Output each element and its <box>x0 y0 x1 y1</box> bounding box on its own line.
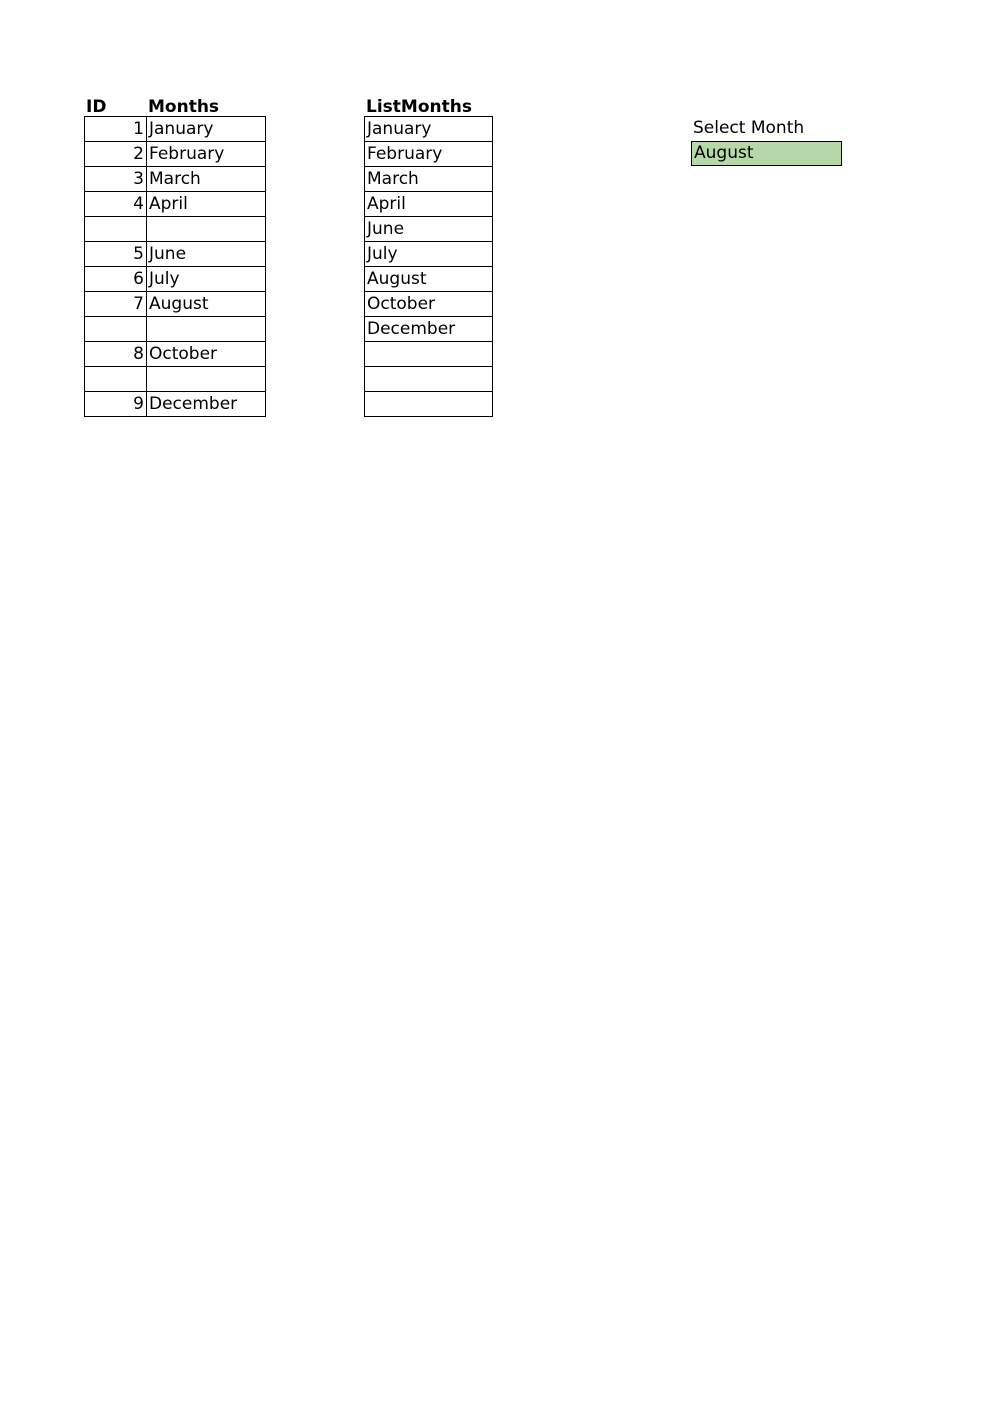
cell-listmonth[interactable] <box>365 392 493 417</box>
cell-month[interactable]: January <box>147 117 266 142</box>
list-item[interactable] <box>365 317 493 342</box>
list-item[interactable] <box>365 292 493 317</box>
cell-listmonth[interactable]: June <box>365 217 493 242</box>
cell-month[interactable]: December <box>147 392 266 417</box>
cell-month[interactable] <box>147 317 266 342</box>
list-item[interactable] <box>365 242 493 267</box>
cell-listmonth[interactable]: August <box>365 267 493 292</box>
list-item[interactable] <box>365 192 493 217</box>
column-header-listmonths: ListMonths <box>366 97 472 117</box>
column-header-id: ID <box>86 97 107 117</box>
list-months-table-header-row <box>364 90 493 116</box>
table-row[interactable] <box>85 342 266 367</box>
list-item[interactable] <box>365 342 493 367</box>
list-months-table <box>364 90 493 417</box>
cell-id[interactable]: 8 <box>85 342 147 367</box>
cell-listmonth[interactable]: April <box>365 192 493 217</box>
list-item[interactable] <box>365 367 493 392</box>
cell-month[interactable]: August <box>147 292 266 317</box>
table-row[interactable] <box>85 267 266 292</box>
cell-id[interactable] <box>85 317 147 342</box>
list-item[interactable] <box>365 267 493 292</box>
list-item[interactable] <box>365 142 493 167</box>
table-row[interactable] <box>85 117 266 142</box>
cell-month[interactable] <box>147 217 266 242</box>
months-table-header-row <box>84 90 266 116</box>
cell-id[interactable]: 5 <box>85 242 147 267</box>
list-item[interactable] <box>365 217 493 242</box>
column-header-months: Months <box>148 97 220 117</box>
cell-month[interactable] <box>147 367 266 392</box>
list-item[interactable] <box>365 392 493 417</box>
cell-listmonth[interactable] <box>365 342 493 367</box>
cell-listmonth[interactable]: July <box>365 242 493 267</box>
table-row[interactable] <box>85 192 266 217</box>
cell-id[interactable]: 3 <box>85 167 147 192</box>
month-selector <box>691 116 842 166</box>
cell-listmonth[interactable]: October <box>365 292 493 317</box>
months-table <box>84 90 266 417</box>
cell-listmonth[interactable]: February <box>365 142 493 167</box>
list-item[interactable] <box>365 117 493 142</box>
cell-id[interactable]: 1 <box>85 117 147 142</box>
cell-listmonth[interactable] <box>365 367 493 392</box>
cell-month[interactable]: June <box>147 242 266 267</box>
table-row[interactable] <box>85 217 266 242</box>
cell-id[interactable]: 4 <box>85 192 147 217</box>
list-item[interactable] <box>365 167 493 192</box>
cell-listmonth[interactable]: March <box>365 167 493 192</box>
cell-id[interactable] <box>85 367 147 392</box>
cell-month[interactable]: March <box>147 167 266 192</box>
cell-month[interactable]: July <box>147 267 266 292</box>
table-row[interactable] <box>85 142 266 167</box>
table-row[interactable] <box>85 242 266 267</box>
cell-month[interactable]: April <box>147 192 266 217</box>
cell-id[interactable]: 6 <box>85 267 147 292</box>
table-row[interactable] <box>85 367 266 392</box>
cell-month[interactable]: February <box>147 142 266 167</box>
table-row[interactable] <box>85 167 266 192</box>
table-row[interactable] <box>85 317 266 342</box>
months-table-body <box>84 116 266 417</box>
table-row[interactable] <box>85 392 266 417</box>
list-months-table-body <box>364 116 493 417</box>
select-month-label: Select Month <box>693 118 805 138</box>
cell-id[interactable] <box>85 217 147 242</box>
cell-id[interactable]: 9 <box>85 392 147 417</box>
cell-listmonth[interactable]: December <box>365 317 493 342</box>
cell-listmonth[interactable]: January <box>365 117 493 142</box>
cell-id[interactable]: 2 <box>85 142 147 167</box>
table-row[interactable] <box>85 292 266 317</box>
cell-id[interactable]: 7 <box>85 292 147 317</box>
cell-month[interactable]: October <box>147 342 266 367</box>
selected-month-cell[interactable]: August <box>691 141 842 166</box>
